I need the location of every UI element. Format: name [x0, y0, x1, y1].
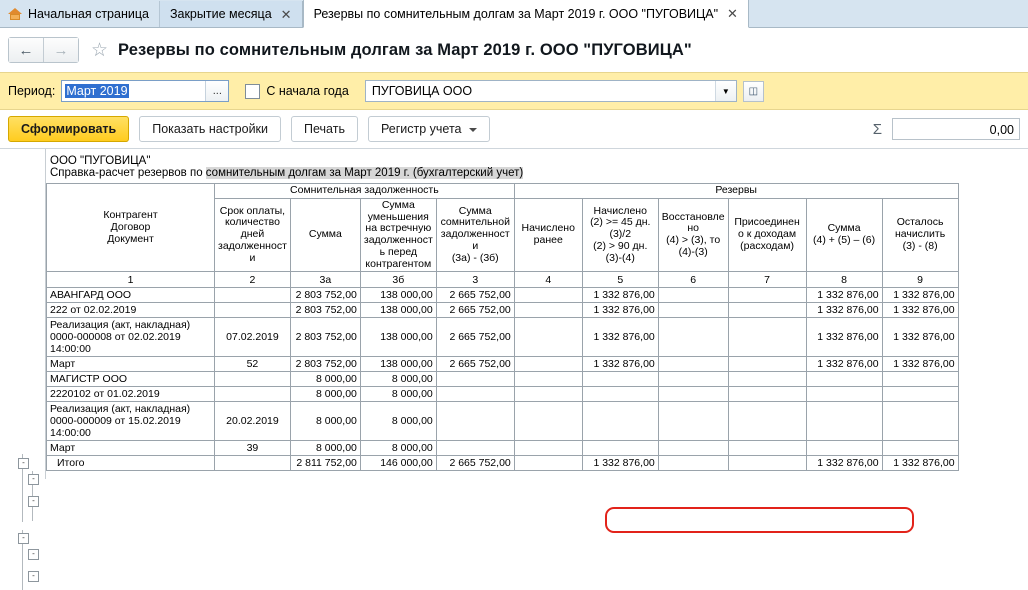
report-subtitle-selected: сомнительным долгам за Март 2019 г. (бухгалтерский учет)	[205, 167, 524, 179]
open-card-icon[interactable]: ◫	[743, 81, 764, 102]
cell-payment-term: 39	[215, 441, 291, 456]
show-settings-button[interactable]: Показать настройки	[139, 116, 281, 142]
cell-doubtful-amount	[436, 402, 514, 441]
cell-sum	[806, 441, 882, 456]
from-year-start-checkbox[interactable]	[245, 84, 260, 99]
col-header-doubtful-amount: Сумма сомнительной задолженност и (3а) - (3б)	[436, 198, 514, 272]
table-row[interactable]	[47, 441, 959, 456]
cell-reduction: 8 000,00	[360, 402, 436, 441]
cell-accrued-earlier	[514, 318, 582, 357]
cell-payment-term: 07.02.2019	[215, 318, 291, 357]
report-subtitle-before: Справка-расчет резервов по	[50, 167, 206, 179]
cell-doubtful-amount: 2 665 752,00	[436, 288, 514, 303]
col-header-joined: Присоединен о к доходам (расходам)	[728, 198, 806, 272]
star-icon[interactable]: ☆	[91, 39, 109, 61]
cell-reduction: 138 000,00	[360, 288, 436, 303]
table-column-number-row	[47, 272, 959, 288]
collapse-toggle-contract-222[interactable]: -	[28, 474, 39, 485]
cell-remaining	[882, 387, 958, 402]
accounting-register-button[interactable]: Регистр учета	[368, 116, 490, 142]
cell-amount: 8 000,00	[290, 441, 360, 456]
back-button[interactable]	[9, 38, 43, 62]
total-remaining: 1 332 876,00	[882, 456, 958, 471]
report-org-line: ООО "ПУГОВИЦА"	[50, 155, 151, 167]
cell-accrued-earlier	[514, 441, 582, 456]
cell-remaining: 1 332 876,00	[882, 288, 958, 303]
col-header-counterparty-line1: Контрагент	[103, 209, 158, 221]
total-amount: 2 811 752,00	[290, 456, 360, 471]
total-accrued-earlier	[514, 456, 582, 471]
period-input-value: Март 2019	[66, 84, 128, 98]
cell-sum: 1 332 876,00	[806, 303, 882, 318]
total-restored	[658, 456, 728, 471]
tab-home-label: Начальная страница	[28, 7, 149, 21]
cell-joined	[728, 387, 806, 402]
arrow-right-icon: →	[53, 41, 69, 59]
cell-joined	[728, 402, 806, 441]
row-label: 222 от 02.02.2019	[47, 303, 215, 318]
cell-payment-term: 20.02.2019	[215, 402, 291, 441]
col-num-1: 1	[47, 272, 215, 288]
cell-accrued	[582, 441, 658, 456]
tab-month-closing-label: Закрытие месяца	[169, 7, 272, 21]
cell-reduction: 8 000,00	[360, 441, 436, 456]
cell-doubtful-amount	[436, 441, 514, 456]
sigma-icon[interactable]: Σ	[872, 120, 882, 138]
row-label: МАГИСТР ООО	[47, 372, 215, 387]
period-bar	[0, 72, 1028, 110]
col-header-restored: Восстановле но (4) > (3), то (4)-(3)	[658, 198, 728, 272]
col-header-sum: Сумма (4) + (5) – (6)	[806, 198, 882, 272]
cell-restored	[658, 441, 728, 456]
cell-payment-term	[215, 288, 291, 303]
cell-reduction: 138 000,00	[360, 357, 436, 372]
row-label: Март	[47, 357, 215, 372]
cell-remaining	[882, 402, 958, 441]
cell-payment-term	[215, 387, 291, 402]
cell-accrued: 1 332 876,00	[582, 318, 658, 357]
period-input[interactable]	[62, 84, 205, 98]
row-label: Март	[47, 441, 215, 456]
col-num-6: 6	[658, 272, 728, 288]
total-joined	[728, 456, 806, 471]
cell-remaining: 1 332 876,00	[882, 357, 958, 372]
cell-accrued-earlier	[514, 402, 582, 441]
table-row[interactable]	[47, 318, 959, 357]
total-reduction: 146 000,00	[360, 456, 436, 471]
tab-bar	[0, 0, 1028, 28]
cell-restored	[658, 318, 728, 357]
cell-amount: 8 000,00	[290, 372, 360, 387]
col-header-counterparty-line2: Договор	[110, 220, 151, 233]
report-subtitle	[46, 167, 1028, 179]
cell-reduction: 8 000,00	[360, 372, 436, 387]
table-total-row[interactable]	[47, 456, 959, 471]
group-header-reserves: Резервы	[514, 184, 958, 199]
row-label: Реализация (акт, накладная) 0000-000008 от 02.02.2019 14:00:00	[47, 318, 215, 357]
table-group-header-row	[47, 184, 959, 199]
arrow-left-icon: ←	[18, 41, 34, 59]
col-header-amount: Сумма	[290, 198, 360, 272]
cell-restored	[658, 387, 728, 402]
report-area	[0, 149, 1028, 580]
col-header-payment-term: Срок оплаты, количество дней задолженност и	[215, 198, 291, 272]
collapse-toggle-magistr[interactable]: -	[18, 533, 29, 544]
from-year-start-label: С начала года	[266, 84, 349, 98]
cell-reduction: 138 000,00	[360, 318, 436, 357]
cell-amount: 2 803 752,00	[290, 318, 360, 357]
cell-accrued	[582, 372, 658, 387]
table-row[interactable]	[47, 402, 959, 441]
cell-joined	[728, 303, 806, 318]
col-num-2: 2	[215, 272, 291, 288]
cell-doubtful-amount: 2 665 752,00	[436, 357, 514, 372]
row-label: Реализация (акт, накладная) 0000-000009 от 15.02.2019 14:00:00	[47, 402, 215, 441]
cell-sum	[806, 387, 882, 402]
period-label: Период:	[8, 84, 56, 98]
organization-select[interactable]	[365, 80, 737, 102]
group-header-doubtful: Сомнительная задолженность	[215, 184, 515, 199]
col-num-5: 5	[582, 272, 658, 288]
col-num-4: 4	[514, 272, 582, 288]
cell-doubtful-amount: 2 665 752,00	[436, 303, 514, 318]
cell-amount: 2 803 752,00	[290, 303, 360, 318]
col-num-3a: 3а	[290, 272, 360, 288]
cell-amount: 8 000,00	[290, 387, 360, 402]
col-num-3: 3	[436, 272, 514, 288]
total-label: Итого	[47, 456, 215, 471]
total-doubtful-amount: 2 665 752,00	[436, 456, 514, 471]
forward-button[interactable]	[43, 38, 78, 62]
cell-restored	[658, 288, 728, 303]
command-bar	[0, 110, 1028, 149]
total-payment-term	[215, 456, 291, 471]
cell-restored	[658, 372, 728, 387]
close-icon[interactable]: ✕	[727, 6, 738, 21]
print-button[interactable]: Печать	[291, 116, 358, 142]
chevron-down-icon[interactable]: ▼	[715, 81, 736, 101]
cell-joined	[728, 357, 806, 372]
cell-joined	[728, 288, 806, 303]
table-row[interactable]	[47, 303, 959, 318]
navigation-buttons	[8, 37, 79, 63]
cell-accrued-earlier	[514, 288, 582, 303]
col-header-reduction: Сумма уменьшения на встречную задолженност ь перед контрагентом	[360, 198, 436, 272]
cell-doubtful-amount	[436, 372, 514, 387]
cell-accrued: 1 332 876,00	[582, 357, 658, 372]
page-title: Резервы по сомнительным долгам за Март 2019 г. ООО "ПУГОВИЦА"	[118, 40, 692, 59]
report-gutter	[0, 149, 46, 479]
table-row[interactable]	[47, 372, 959, 387]
cell-restored	[658, 402, 728, 441]
cell-joined	[728, 318, 806, 357]
cell-remaining	[882, 441, 958, 456]
col-header-counterparty	[47, 184, 215, 272]
highlight-annotation	[605, 507, 914, 533]
cell-reduction: 138 000,00	[360, 303, 436, 318]
cell-accrued	[582, 387, 658, 402]
row-label: АВАНГАРД ООО	[47, 288, 215, 303]
collapse-toggle-contract-2220102[interactable]: -	[28, 549, 39, 560]
table-row[interactable]	[47, 357, 959, 372]
cell-remaining: 1 332 876,00	[882, 318, 958, 357]
table-row[interactable]	[47, 288, 959, 303]
cell-sum: 1 332 876,00	[806, 318, 882, 357]
sum-field[interactable]: 0,00	[892, 118, 1020, 140]
total-accrued: 1 332 876,00	[582, 456, 658, 471]
col-num-7: 7	[728, 272, 806, 288]
cell-payment-term	[215, 372, 291, 387]
cell-joined	[728, 372, 806, 387]
cell-doubtful-amount	[436, 387, 514, 402]
col-num-8: 8	[806, 272, 882, 288]
from-year-start-checkbox-wrapper[interactable]	[245, 84, 348, 99]
col-header-counterparty-line3: Документ	[107, 232, 154, 245]
period-input-wrapper	[61, 80, 229, 102]
cell-remaining	[882, 372, 958, 387]
tab-home[interactable]	[0, 1, 160, 27]
cell-restored	[658, 357, 728, 372]
title-row	[0, 28, 1028, 72]
report-table	[46, 183, 959, 471]
col-header-accrued: Начислено (2) >= 45 дн. (3)/2 (2) > 90 дн. (3)-(4)	[582, 198, 658, 272]
cell-payment-term	[215, 303, 291, 318]
cell-payment-term: 52	[215, 357, 291, 372]
collapse-toggle-document-9[interactable]: -	[28, 571, 39, 582]
cell-amount: 2 803 752,00	[290, 288, 360, 303]
cell-accrued-earlier	[514, 387, 582, 402]
cell-accrued: 1 332 876,00	[582, 303, 658, 318]
generate-button[interactable]: Сформировать	[8, 116, 129, 142]
cell-accrued-earlier	[514, 303, 582, 318]
total-sum: 1 332 876,00	[806, 456, 882, 471]
cell-accrued	[582, 402, 658, 441]
col-num-9: 9	[882, 272, 958, 288]
col-header-accrued-earlier: Начислено ранее	[514, 198, 582, 272]
row-label: 2220102 от 01.02.2019	[47, 387, 215, 402]
col-num-3b: 3б	[360, 272, 436, 288]
cell-accrued: 1 332 876,00	[582, 288, 658, 303]
cell-accrued-earlier	[514, 372, 582, 387]
tab-month-closing[interactable]	[160, 1, 303, 27]
cell-remaining: 1 332 876,00	[882, 303, 958, 318]
cell-amount: 2 803 752,00	[290, 357, 360, 372]
cell-sum: 1 332 876,00	[806, 357, 882, 372]
tab-doubtful-debts-report-label: Резервы по сомнительным долгам за Март 2019 г. ООО "ПУГОВИЦА"	[313, 6, 719, 21]
cell-accrued-earlier	[514, 357, 582, 372]
cell-sum	[806, 372, 882, 387]
collapse-toggle-document-8[interactable]: -	[28, 496, 39, 507]
table-row[interactable]	[47, 387, 959, 402]
cell-sum	[806, 402, 882, 441]
close-icon[interactable]: ✕	[280, 6, 292, 22]
cell-reduction: 8 000,00	[360, 387, 436, 402]
period-select-button[interactable]: ...	[205, 81, 228, 101]
cell-amount: 8 000,00	[290, 402, 360, 441]
cell-joined	[728, 441, 806, 456]
report-heading	[0, 149, 1028, 179]
collapse-toggle-avangard[interactable]: -	[18, 458, 29, 469]
cell-restored	[658, 303, 728, 318]
col-header-remaining: Осталось начислить (3) - (8)	[882, 198, 958, 272]
home-icon	[8, 8, 22, 21]
cell-doubtful-amount: 2 665 752,00	[436, 318, 514, 357]
cell-sum: 1 332 876,00	[806, 288, 882, 303]
organization-value: ПУГОВИЦА ООО	[371, 84, 473, 98]
tab-doubtful-debts-report[interactable]	[303, 0, 749, 28]
